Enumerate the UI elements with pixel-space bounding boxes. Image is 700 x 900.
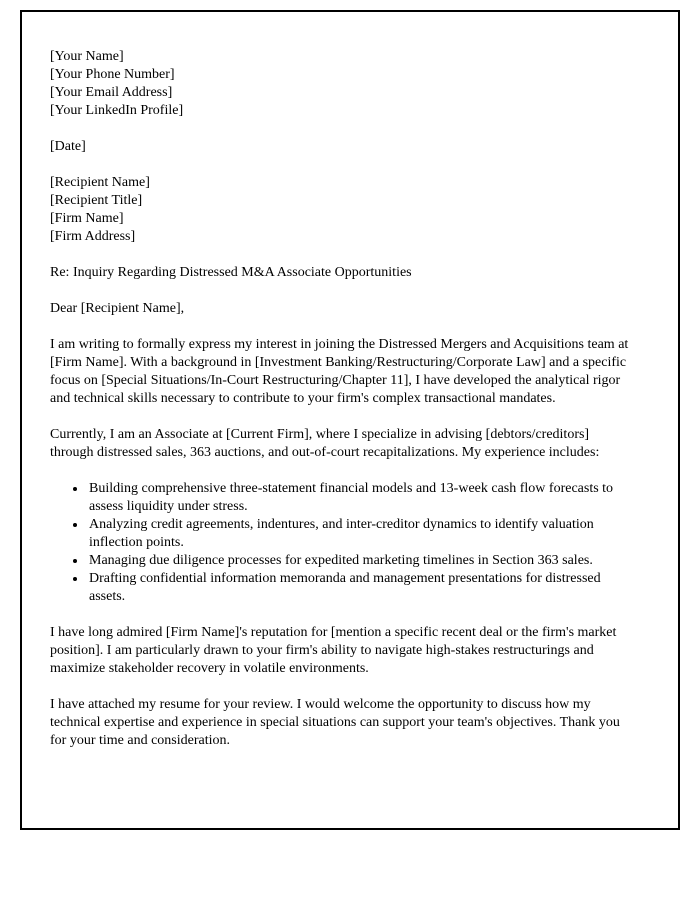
paragraph-admiration: I have long admired [Firm Name]'s reputation for [mention a specific recent deal or the firm's market position]. I am particularly drawn to your firm's ability to navigate high-stakes restructurings and maximize stakeholder recovery in volatile environments. <box>50 625 617 676</box>
subject-line: Re: Inquiry Regarding Distressed M&A Associate Opportunities <box>50 265 412 280</box>
recipient-title: [Recipient Title] <box>50 193 143 208</box>
sender-block <box>50 48 632 120</box>
bullet-memoranda: • Drafting confidential information memoranda and management presentations for distressed assets. <box>87 570 632 606</box>
paragraph-current-role: Currently, I am an Associate at [Current Firm], where I specialize in advising [debtors/creditors] through distressed sales, 363 auctions, and out-of-court recapitalizations. My experience includes: <box>50 427 600 460</box>
sender-linkedin: [Your LinkedIn Profile] <box>50 103 184 118</box>
salutation: Dear [Recipient Name], <box>50 301 185 316</box>
date-line: [Date] <box>50 139 86 154</box>
sender-phone: [Your Phone Number] <box>50 67 175 82</box>
recipient-block <box>50 174 632 246</box>
letter-page <box>20 10 680 830</box>
experience-bullet-list <box>50 480 632 606</box>
date-block <box>50 138 632 156</box>
paragraph-intro: I am writing to formally express my interest in joining the Distressed Mergers and Acquisitions team at [Firm Name]. With a background in [Investment Banking/Restructuring/Corporate Law] and a specific focus on [Special Situations/In-Court Restructuring/Chapter 11], I have developed the analytical rigor and technical skills necessary to contribute to your firm's complex transactional mandates. <box>50 337 629 406</box>
bullet-due-diligence: • Managing due diligence processes for expedited marketing timelines in Section 363 sales. <box>87 552 632 570</box>
recipient-firm-address: [Firm Address] <box>50 229 136 244</box>
paragraph-closing: I have attached my resume for your review. I would welcome the opportunity to discuss how my technical expertise and experience in special situations can support your team's objectives. Thank you for your time and consideration. <box>50 697 620 748</box>
recipient-firm-name: [Firm Name] <box>50 211 124 226</box>
bullet-credit-agreements: • Analyzing credit agreements, indentures, and inter-creditor dynamics to identify valuation inflection points. <box>87 516 632 552</box>
sender-name: [Your Name] <box>50 49 124 64</box>
recipient-name: [Recipient Name] <box>50 175 150 190</box>
sender-email: [Your Email Address] <box>50 85 173 100</box>
bullet-financial-models: • Building comprehensive three-statement financial models and 13-week cash flow forecasts to assess liquidity under stress. <box>87 480 632 516</box>
